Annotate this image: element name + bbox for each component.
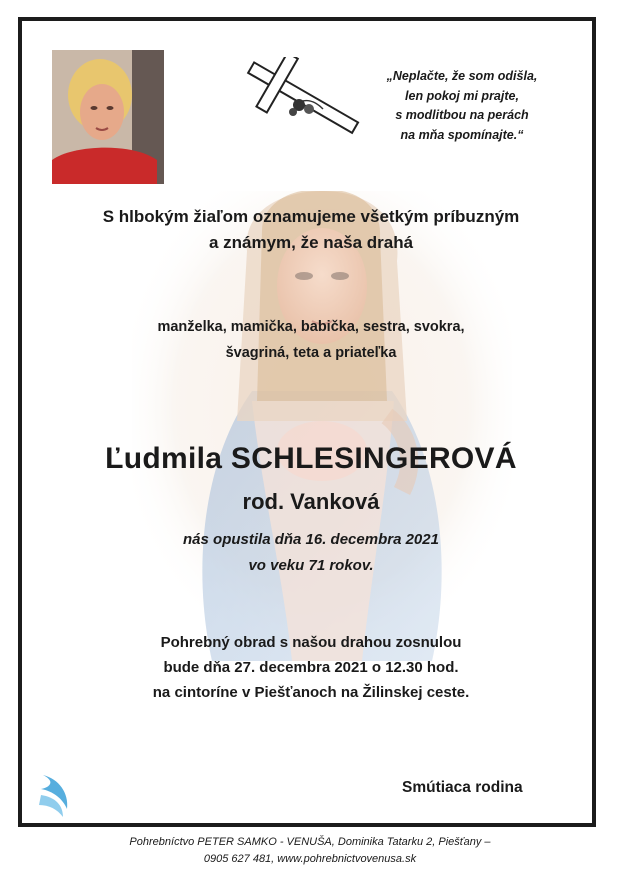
footer-address: Pohrebníctvo PETER SAMKO - VENUŠA, Dominika Tatarku 2, Piešťany – (129, 836, 491, 848)
relations-line: švagriná, teta a priateľka (225, 345, 397, 361)
deceased-name: Ľudmila SCHLESINGEROVÁ (105, 442, 517, 475)
funeral-details (22, 630, 596, 705)
signature-family: Smútiaca rodina (402, 779, 523, 796)
funeral-home-footer (0, 834, 620, 868)
portrait-photo (52, 50, 164, 184)
funeral-line: Pohrebný obrad s našou drahou zosnulou (160, 634, 462, 651)
announcement-line: S hlbokým žiaľom oznamujeme všetkým príbuzným (102, 207, 520, 226)
obituary-frame (18, 17, 596, 827)
death-details (22, 527, 596, 579)
funeral-line: bude dňa 27. decembra 2021 o 12.30 hod. (163, 659, 459, 676)
age-line: vo veku 71 rokov. (248, 557, 374, 574)
poem-line: „Neplačte, že som odišla, (386, 69, 538, 83)
poem-line: na mňa spomínajte.“ (400, 127, 524, 142)
poem-line: len pokoj mi prajte, (405, 88, 519, 103)
cross-with-rose-icon (235, 57, 365, 137)
death-date-line: nás opustila dňa 16. decembra 2021 (183, 531, 439, 548)
poem-line: s modlitbou na perách (395, 108, 529, 122)
madonna-background-image (132, 191, 512, 671)
announcement-line: a známym, že naša drahá (208, 233, 414, 252)
venusa-logo-icon (37, 769, 77, 821)
relations-line: manželka, mamička, babička, sestra, svokra, (157, 319, 465, 335)
funeral-line: na cintoríne v Piešťanoch na Žilinskej ceste. (152, 684, 470, 701)
footer-contact: 0905 627 481, www.pohrebnictvovenusa.sk (203, 853, 417, 865)
relations-text (22, 314, 596, 366)
maiden-name: rod. Vanková (242, 489, 380, 514)
announcement-text (22, 204, 596, 256)
memorial-poem (362, 67, 562, 145)
